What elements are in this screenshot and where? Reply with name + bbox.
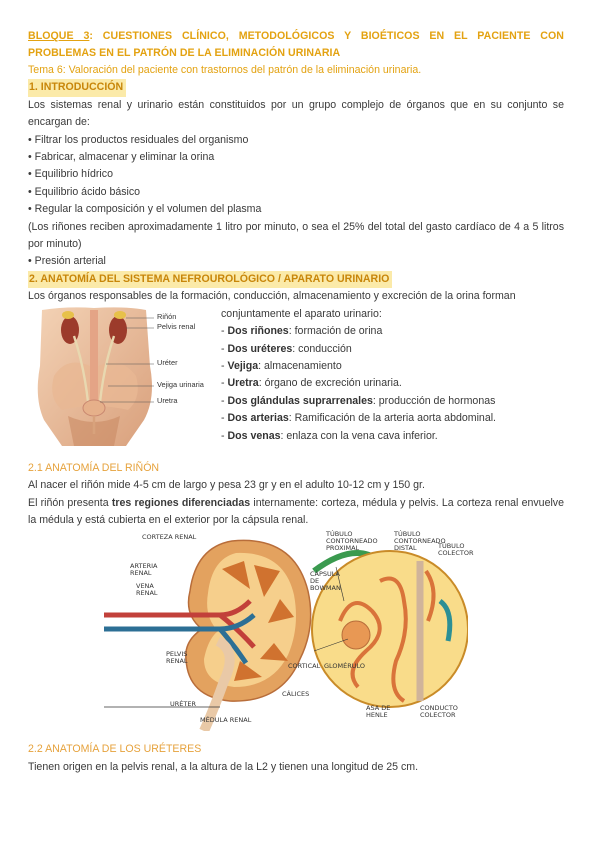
label-conducto-colector: CONDUCTO COLECTOR <box>420 704 458 720</box>
section-heading-anatomia: 2. ANATOMÍA DEL SISTEMA NEFROUROLÓGICO / APARATO URINARIO <box>28 271 392 288</box>
label-asa-henle: ASA DE HENLE <box>366 704 391 720</box>
list-item: • Presión arterial <box>28 253 564 270</box>
label-tubulo-proximal: TÚBULO CONTORNEADO PROXIMAL <box>326 530 378 553</box>
organs-intro-line2: conjuntamente el aparato urinario: <box>221 307 382 320</box>
label-cortical: CORTICAL <box>288 662 321 671</box>
label-ureter-2: URÉTER <box>170 700 196 709</box>
list-item: - Uretra: órgano de excreción urinaria. <box>221 377 402 390</box>
label-uretra: Uretra <box>157 395 178 405</box>
list-item: - Dos riñones: formación de orina <box>221 325 383 338</box>
intro-paragraph: Los sistemas renal y urinario están constituidos por un grupo complejo de órganos que en su conjunto se encargan de: <box>28 98 564 129</box>
list-item: - Vejiga: almacenamiento <box>221 359 342 372</box>
label-pelvis-renal-2: PELVIS RENAL <box>166 650 188 666</box>
cardiac-output-note: (Los riñones reciben aproximadamente 1 litro por minuto, o sea el 25% del total del gasto cardíaco de 4 a 5 litros por minuto) <box>28 220 564 251</box>
list-item: • Filtrar los productos residuales del organismo <box>28 132 564 149</box>
list-item: • Regular la composición y el volumen del plasma <box>28 201 564 218</box>
list-item: - Dos uréteres: conducción <box>221 342 352 355</box>
kidney-size-paragraph: Al nacer el riñón mide 4-5 cm de largo y pesa 23 gr y en el adulto 10-12 cm y 150 gr. <box>28 479 425 492</box>
urinary-system-figure <box>28 306 218 446</box>
section-heading-introduccion: 1. INTRODUCCIÓN <box>28 79 126 96</box>
label-tubulo-colector: TÚBULO COLECTOR <box>438 542 474 558</box>
label-vejiga: Vejiga urinaria <box>157 379 204 389</box>
organs-intro-line: Los órganos responsables de la formación, conducción, almacenamiento y excreción de la orina forman <box>28 290 516 303</box>
label-ureter: Uréter <box>157 357 178 367</box>
list-item: • Fabricar, almacenar y eliminar la orina <box>28 149 564 166</box>
kidney-regions-paragraph: El riñón presenta tres regiones diferenciadas internamente: corteza, médula y pelvis. La corteza renal envuelve la médula y está cubierta en el exterior por la cápsula renal. <box>28 496 564 526</box>
section-heading-rinon: 2.1 ANATOMÍA DEL RIÑÓN <box>28 461 160 474</box>
list-item: • Equilibrio ácido básico <box>28 184 564 201</box>
ureters-paragraph: Tienen origen en la pelvis renal, a la altura de la L2 y tienen una longitud de 25 cm. <box>28 760 419 773</box>
list-item: - Dos glándulas suprarrenales: producción de hormonas <box>221 394 496 407</box>
label-glomerulo: GLOMÉRULO <box>324 662 366 671</box>
label-capsula-bowman: CÁPSULA DE BOWMAN <box>310 570 341 593</box>
label-corteza-renal: CORTEZA RENAL <box>142 533 197 542</box>
document-page <box>28 28 564 776</box>
list-item: • Equilibrio hídrico <box>28 166 564 183</box>
section-heading-ureteres: 2.2 ANATOMÍA DE LOS URÉTERES <box>28 743 202 756</box>
kidney-anatomy-figure <box>104 530 474 731</box>
label-pelvis-renal: Pelvis renal <box>157 321 196 331</box>
block-number: BLOQUE 3 <box>28 30 90 42</box>
function-list <box>28 132 564 219</box>
block-title <box>28 28 564 61</box>
list-item: - Dos venas: enlaza con la vena cava inferior. <box>221 429 438 442</box>
label-calices: CÁLICES <box>282 690 310 699</box>
organs-list <box>218 306 496 446</box>
topic-title: Tema 6: Valoración del paciente con trastornos del patrón de la eliminación urinaria. <box>28 64 422 76</box>
label-rinon: Riñón <box>157 311 177 321</box>
label-arteria-renal: ARTERIA RENAL <box>130 562 158 578</box>
label-medula-renal: MÉDULA RENAL <box>200 716 252 725</box>
block-title-text: : CUESTIONES CLÍNICO, METODOLÓGICOS Y BIOÉTICOS EN EL PACIENTE CON PROBLEMAS EN EL PATRÓN DE LA ELIMINACIÓN URINARIA <box>28 30 564 59</box>
label-vena-renal: VENA RENAL <box>136 582 158 598</box>
kidney-anatomy-illustration <box>104 531 468 731</box>
list-item: - Dos arterias: Ramificación de la arteria aorta abdominal. <box>221 412 497 425</box>
label-tubulo-distal: TÚBULO CONTORNEADO DISTAL <box>394 530 446 553</box>
